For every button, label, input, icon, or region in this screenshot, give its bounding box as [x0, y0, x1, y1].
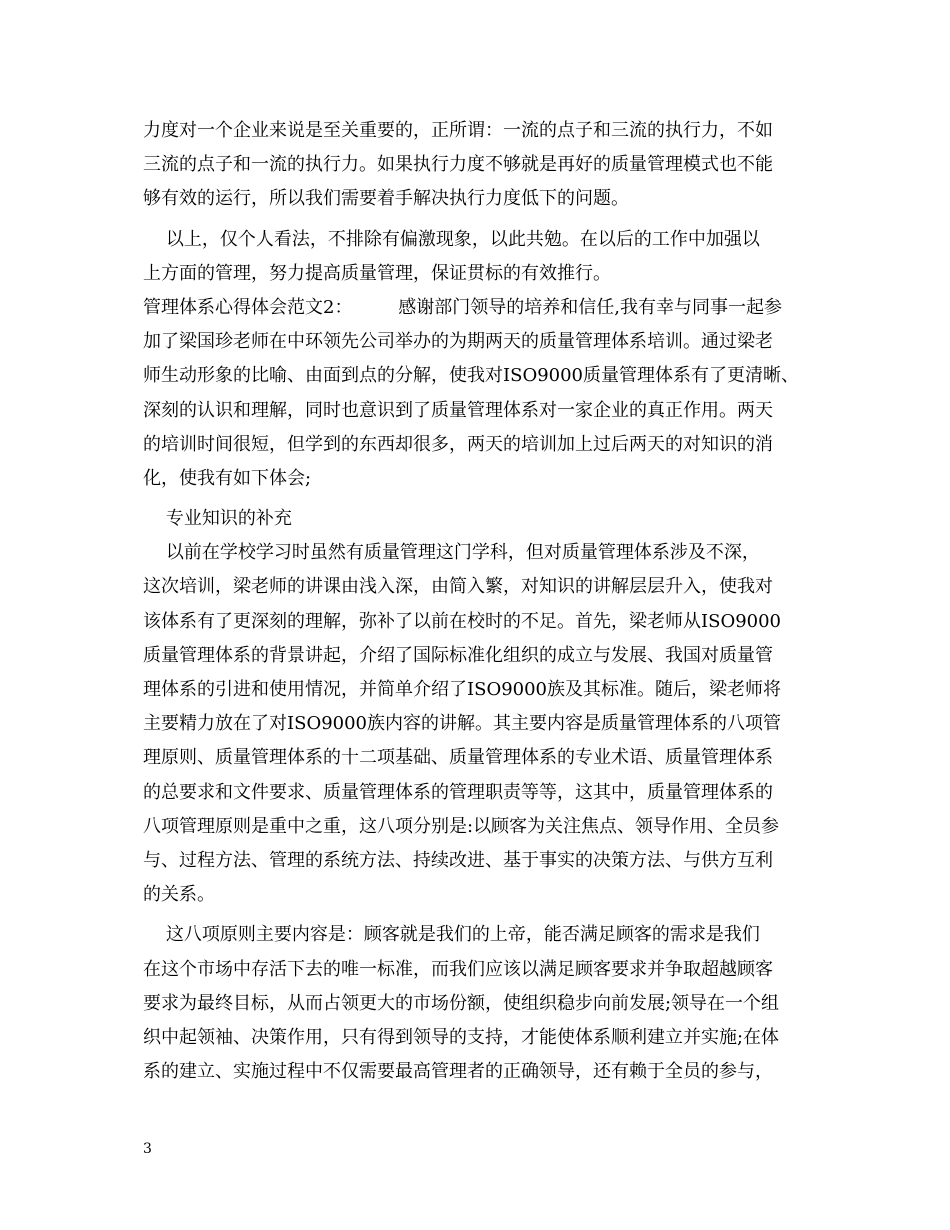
- text-line: 这八项原则主要内容是：顾客就是我们的上帝，能否满足顾客的需求是我们: [143, 924, 760, 946]
- text-line: 理原则、质量管理体系的十二项基础、质量管理体系的专业术语、质量管理体系: [143, 747, 773, 769]
- text-line: 理体系的引进和使用情况，并简单介绍了ISO9000族及其标准。随后，梁老师将: [143, 679, 782, 700]
- subheading-line: 专业知识的补充: [143, 508, 292, 530]
- text-line: 织中起领袖、决策作用，只有得到领导的支持，才能使体系顺利建立并实施;在体: [143, 1026, 780, 1048]
- text-line: 以上，仅个人看法，不排除有偏激现象，以此共勉。在以后的工作中加强以: [143, 228, 760, 250]
- section-heading-line: 管理体系心得体会范文2： 感谢部门领导的培养和信任,我有幸与同事一起参: [143, 296, 782, 318]
- text-line: 的总要求和文件要求、质量管理体系的管理职责等等，这其中，质量管理体系的: [143, 781, 773, 803]
- text-line: 深刻的认识和理解，同时也意识到了质量管理体系对一家企业的真正作用。两天: [143, 399, 773, 421]
- text-line: 要求为最终目标，从而占领更大的市场份额，使组织稳步向前发展;领导在一个组: [143, 992, 780, 1014]
- document-body: [143, 114, 811, 1089]
- page-number: 3: [143, 1141, 152, 1157]
- text-line: 系的建立、实施过程中不仅需要最高管理者的正确领导，还有赖于全员的参与，: [143, 1061, 773, 1083]
- paragraph-execution: [143, 114, 811, 217]
- text-line: 这次培训，梁老师的讲课由浅入深，由简入繁，对知识的讲解层层升入，使我对: [143, 576, 773, 598]
- text-line: 上方面的管理，努力提高质量管理，保证贯标的有效推行。: [143, 262, 611, 284]
- text-line: 的关系。: [143, 884, 215, 906]
- text-line: 在这个市场中存活下去的唯一标准，而我们应该以满足顾客要求并争取超越顾客: [143, 958, 773, 980]
- text-line: 质量管理体系的背景讲起，介绍了国际标准化组织的成立与发展、我国对质量管: [143, 644, 773, 666]
- paragraph-conclusion-and-essay-2: [143, 223, 811, 497]
- text-line: 力度对一个企业来说是至关重要的，正所谓：一流的点子和三流的执行力，不如: [143, 120, 773, 141]
- subheading-professional-knowledge: [143, 502, 811, 536]
- text-line: 以前在学校学习时虽然有质量管理这门学科，但对质量管理体系涉及不深，: [143, 542, 760, 564]
- text-line: 够有效的运行，所以我们需要着手解决执行力度低下的问题。: [143, 188, 629, 210]
- text-line: 主要精力放在了对ISO9000族内容的讲解。其主要内容是质量管理体系的八项管: [143, 713, 782, 735]
- text-line: 与、过程方法、管理的系统方法、持续改进、基于事实的决策方法、与供方互利: [143, 849, 773, 871]
- text-line: 加了梁国珍老师在中环领先公司举办的为期两天的质量管理体系培训。通过梁老: [143, 331, 773, 353]
- text-line: 的培训时间很短，但学到的东西却很多，两天的培训加上过后两天的对知识的消: [143, 433, 773, 455]
- paragraph-iso9000: [143, 536, 811, 912]
- text-line: 该体系有了更深刻的理解，弥补了以前在校时的不足。首先，梁老师从ISO9000: [143, 610, 782, 632]
- text-line: 化，使我有如下体会;: [143, 467, 312, 489]
- text-line: 三流的点子和一流的执行力。如果执行力度不够就是再好的质量管理模式也不能: [143, 154, 773, 176]
- text-line: 八项管理原则是重中之重，这八项分别是:以顾客为关注焦点、领导作用、全员参: [143, 815, 780, 837]
- text-line: 师生动形象的比喻、由面到点的分解，使我对ISO9000质量管理体系有了更清晰、: [143, 365, 800, 387]
- paragraph-eight-principles: [143, 918, 811, 1089]
